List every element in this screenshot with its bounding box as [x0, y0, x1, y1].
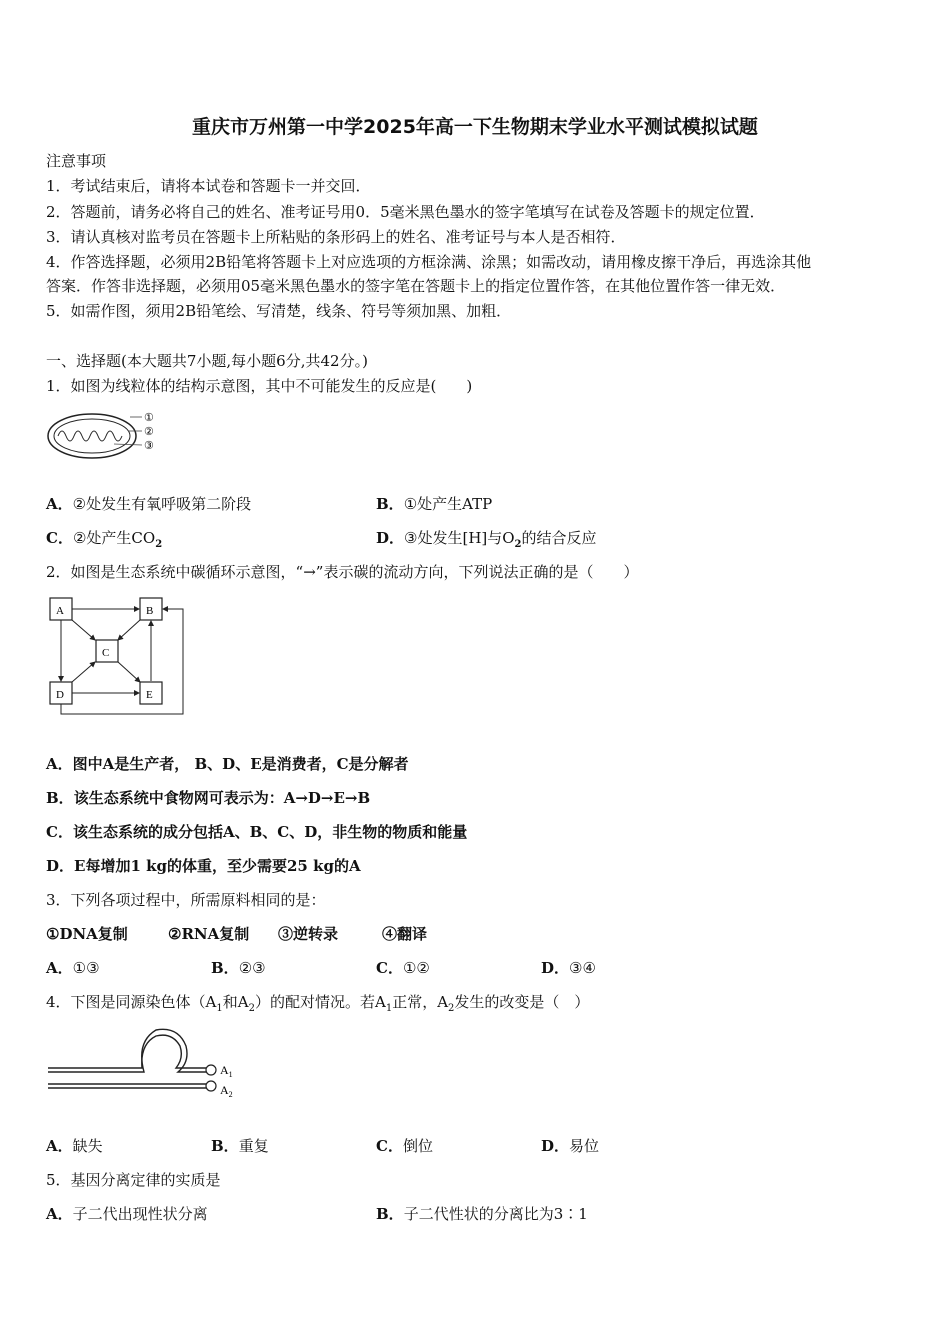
- option-letter: B．: [376, 1205, 404, 1223]
- notice-heading: 注意事项: [46, 152, 107, 170]
- option-text-tail: 的结合反应: [521, 529, 597, 547]
- option-text: 子二代出现性状分离: [72, 1205, 208, 1223]
- option-letter: D．: [541, 1137, 570, 1155]
- notice-item: 4．作答选择题，必须用2B铅笔将答题卡上对应选项的方框涂满、涂黑；如需改动，请用橡皮擦干净后，再选涂其他: [46, 253, 812, 271]
- option-a[interactable]: [46, 958, 100, 978]
- option-letter: A．: [46, 755, 73, 773]
- option-text: 子二代性状的分离比为3∶1: [403, 1205, 588, 1223]
- carbon-cycle-figure: [44, 592, 189, 720]
- option-text: 图中A是生产者， B、D、E是消费者，C是分解者: [72, 755, 409, 773]
- node-a: A: [56, 605, 64, 617]
- option-letter: B．: [46, 789, 74, 807]
- option-text: ②处发生有氧呼吸第二阶段: [72, 495, 252, 513]
- question-1-stem: 1．如图为线粒体的结构示意图，其中不可能发生的反应是( ): [46, 377, 473, 395]
- option-letter: A．: [46, 959, 73, 977]
- option-text: ②③: [238, 959, 266, 977]
- notice-item: 2．答题前，请务必将自己的姓名、准考证号用0．5毫米黑色墨水的签字笔填写在试卷及答题卡的规定位置．: [46, 203, 765, 221]
- notice-item: 5．如需作图，须用2B铅笔绘、写清楚，线条、符号等须加黑、加粗．: [46, 302, 512, 320]
- subscript: 1: [385, 1003, 393, 1014]
- option-letter: D．: [541, 959, 570, 977]
- option-text: ③处发生[H]与O: [404, 529, 515, 547]
- stem-part: 正常，A: [392, 993, 449, 1011]
- option-text: 易位: [569, 1137, 600, 1155]
- label-3: ③: [144, 440, 154, 452]
- option-text: ①处产生ATP: [403, 495, 493, 513]
- option-text: E每增加1 kg的体重，至少需要25 kg的A: [74, 857, 361, 875]
- option-c[interactable]: [46, 528, 162, 555]
- option-letter: A．: [46, 495, 73, 513]
- option-letter: C．: [46, 823, 73, 841]
- option-letter: C．: [46, 529, 73, 547]
- question-5-stem: 5．基因分离定律的实质是: [46, 1171, 221, 1189]
- option-b[interactable]: [211, 958, 266, 978]
- label-1: ①: [144, 412, 154, 424]
- stem-part: 发生的改变是（ ）: [454, 993, 590, 1011]
- option-d[interactable]: [376, 528, 597, 555]
- option-text: ③④: [569, 959, 596, 977]
- option-a[interactable]: [46, 1136, 103, 1156]
- option-d[interactable]: [541, 958, 596, 978]
- option-letter: D．: [46, 857, 75, 875]
- option-text: 倒位: [402, 1137, 433, 1155]
- question-3-stem: 3．下列各项过程中，所需原料相同的是：: [46, 891, 326, 909]
- option-text: ②处产生CO: [72, 529, 156, 547]
- process-item: ④翻译: [382, 925, 428, 943]
- notice-item: 1．考试结束后，请将本试卷和答题卡一并交回．: [46, 177, 371, 195]
- option-letter: D．: [376, 529, 405, 547]
- section-heading: 一、选择题(本大题共7小题,每小题6分,共42分。): [46, 352, 368, 370]
- node-b: B: [146, 605, 154, 617]
- subscript: 2: [514, 539, 522, 550]
- option-b[interactable]: [211, 1136, 269, 1156]
- page-title: 重庆市万州第一中学2025年高一下生物期末学业水平测试模拟试题: [192, 116, 758, 138]
- option-letter: B．: [376, 495, 404, 513]
- option-d[interactable]: [46, 856, 361, 876]
- option-letter: B．: [211, 959, 239, 977]
- notice-item: 答案．作答非选择题，必须用05毫米黑色墨水的签字笔在答题卡上的指定位置作答，在其他位置作答一律无效．: [46, 277, 786, 295]
- option-text: 重复: [238, 1137, 269, 1155]
- option-b[interactable]: [376, 1204, 588, 1224]
- chromosome-figure: [44, 1024, 244, 1104]
- question-4-stem: [46, 992, 589, 1019]
- mitochondrion-figure: [44, 407, 164, 465]
- option-d[interactable]: [541, 1136, 599, 1156]
- option-letter: B．: [211, 1137, 239, 1155]
- option-text: 该生态系统中食物网可表示为：A→D→E→B: [73, 789, 371, 807]
- node-e: E: [146, 689, 153, 701]
- process-item: ①DNA复制: [46, 925, 128, 943]
- stem-part: ）的配对情况。若A: [254, 993, 386, 1011]
- process-item: ②RNA复制: [168, 925, 250, 943]
- option-a[interactable]: [46, 1204, 208, 1224]
- subscript: 2: [248, 1003, 255, 1014]
- option-text: 该生态系统的成分包括A、B、C、D，非生物的物质和能量: [72, 823, 468, 841]
- subscript: 2: [448, 1003, 455, 1014]
- option-text: ①③: [72, 959, 100, 977]
- stem-part: 4．下图是同源染色体（A: [46, 993, 217, 1011]
- process-item: ③逆转录: [278, 925, 339, 943]
- option-text: 缺失: [72, 1137, 103, 1155]
- option-c[interactable]: [46, 822, 467, 842]
- option-letter: C．: [376, 959, 403, 977]
- option-c[interactable]: [376, 1136, 433, 1156]
- option-letter: A．: [46, 1205, 73, 1223]
- option-b[interactable]: [46, 788, 370, 808]
- node-d: D: [56, 689, 64, 701]
- notice-item: 3．请认真核对监考员在答题卡上所粘贴的条形码上的姓名、准考证号与本人是否相符．: [46, 228, 626, 246]
- option-text: ①②: [402, 959, 430, 977]
- label-a2: $A_2$: [220, 1083, 233, 1099]
- option-letter: A．: [46, 1137, 73, 1155]
- label-2: ②: [144, 426, 154, 438]
- subscript: 1: [216, 1003, 223, 1014]
- option-a[interactable]: [46, 754, 409, 774]
- stem-part: 和A: [222, 993, 249, 1011]
- label-a1: $A_1$: [220, 1063, 233, 1079]
- option-letter: C．: [376, 1137, 403, 1155]
- subscript: 2: [155, 539, 163, 550]
- option-c[interactable]: [376, 958, 430, 978]
- option-b[interactable]: [376, 494, 492, 514]
- node-c: C: [102, 647, 110, 659]
- option-a[interactable]: [46, 494, 251, 514]
- question-2-stem: 2．如图是生态系统中碳循环示意图，“→”表示碳的流动方向，下列说法正确的是（ ）: [46, 563, 639, 581]
